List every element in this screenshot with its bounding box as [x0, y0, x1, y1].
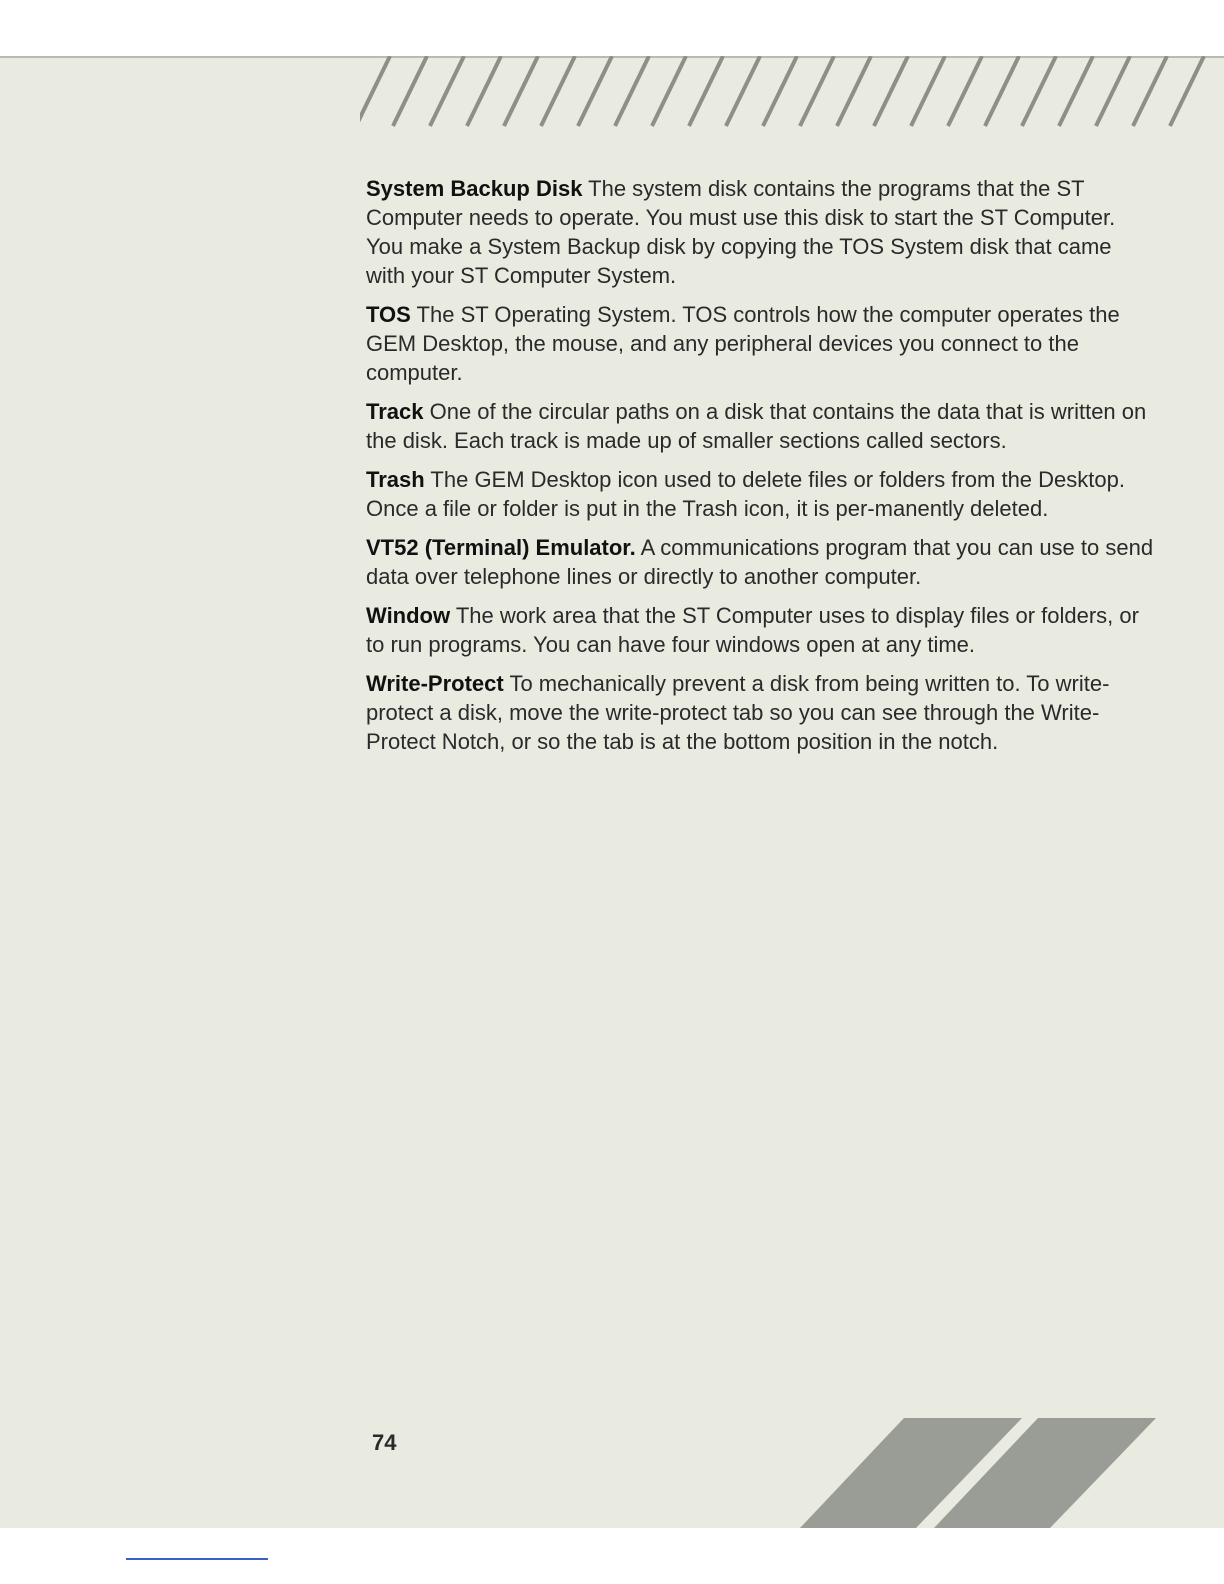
glossary-definition: The system disk contains the programs that the ST Computer needs to operate. You must use this disk to start the ST Computer. You make a System Backup disk by copying the TOS System disk that came with your ST Computer System.	[366, 176, 1116, 288]
top-stripe-line	[1133, 56, 1167, 126]
top-stripe-line	[504, 56, 538, 126]
glossary-definition: One of the circular paths on a disk that contains the data that is written on the disk. Each track is made up of smaller sections called sectors.	[366, 399, 1147, 453]
top-stripe-line	[360, 56, 390, 126]
glossary-definition: The GEM Desktop icon used to delete files or folders from the Desktop. Once a file or folder is put in the Trash icon, it is per-manently deleted.	[366, 467, 1125, 521]
glossary-entry-vt52-emulator	[366, 533, 1156, 591]
glossary-definition: A communications program that you can use to send data over telephone lines or directly to another computer.	[366, 535, 1154, 589]
glossary-term: Write-Protect	[366, 671, 504, 696]
top-stripe-decoration	[360, 56, 1224, 128]
top-stripe-line	[1096, 56, 1130, 126]
glossary-term: Window	[366, 603, 451, 628]
glossary-entry-window	[366, 601, 1156, 659]
top-stripe-line	[948, 56, 982, 126]
top-stripe-line	[430, 56, 464, 126]
top-stripe-line	[615, 56, 649, 126]
top-stripe-line	[689, 56, 723, 126]
top-stripe-line	[985, 56, 1019, 126]
top-stripe-line	[1059, 56, 1093, 126]
glossary-term: TOS	[366, 302, 411, 327]
glossary-entry-system-backup-disk	[366, 174, 1156, 290]
top-stripe-line	[874, 56, 908, 126]
glossary-entry-write-protect	[366, 669, 1156, 756]
top-stripe-line	[652, 56, 686, 126]
top-stripe-line	[1170, 56, 1204, 126]
glossary-term: System Backup Disk	[366, 176, 583, 201]
bottom-stripes-svg	[800, 1418, 1170, 1528]
top-stripe-line	[763, 56, 797, 126]
top-stripe-line	[1022, 56, 1056, 126]
glossary-term: Track	[366, 399, 424, 424]
glossary-entry-tos	[366, 300, 1156, 387]
top-stripe-line	[578, 56, 612, 126]
top-stripe-line	[541, 56, 575, 126]
glossary-definition: The work area that the ST Computer uses to display files or folders, or to run programs. You can have four windows open at any time.	[366, 603, 1139, 657]
glossary-list	[366, 174, 1156, 766]
glossary-term: Trash	[366, 467, 425, 492]
page-number: 74	[372, 1430, 397, 1455]
glossary-definition: To mechanically prevent a disk from being written to. To write-protect a disk, move the write-protect tab so you can see through the Write-Protect Notch, or so the tab is at the bottom position in the notch.	[366, 671, 1110, 754]
top-stripe-line	[726, 56, 760, 126]
top-stripe-line	[467, 56, 501, 126]
top-stripe-line	[911, 56, 945, 126]
top-stripe-line	[800, 56, 834, 126]
manual-page	[0, 56, 1224, 1528]
glossary-term: VT52 (Terminal) Emulator.	[366, 535, 636, 560]
glossary-definition: The ST Operating System. TOS controls how the computer operates the GEM Desktop, the mouse, and any peripheral devices you connect to the computer.	[366, 302, 1120, 385]
top-stripe-line	[837, 56, 871, 126]
bottom-stripe-decoration	[800, 1418, 1170, 1528]
glossary-entry-trash	[366, 465, 1156, 523]
glossary-entry-track	[366, 397, 1156, 455]
top-stripe-line	[393, 56, 427, 126]
footer-link-underline	[126, 1558, 268, 1560]
